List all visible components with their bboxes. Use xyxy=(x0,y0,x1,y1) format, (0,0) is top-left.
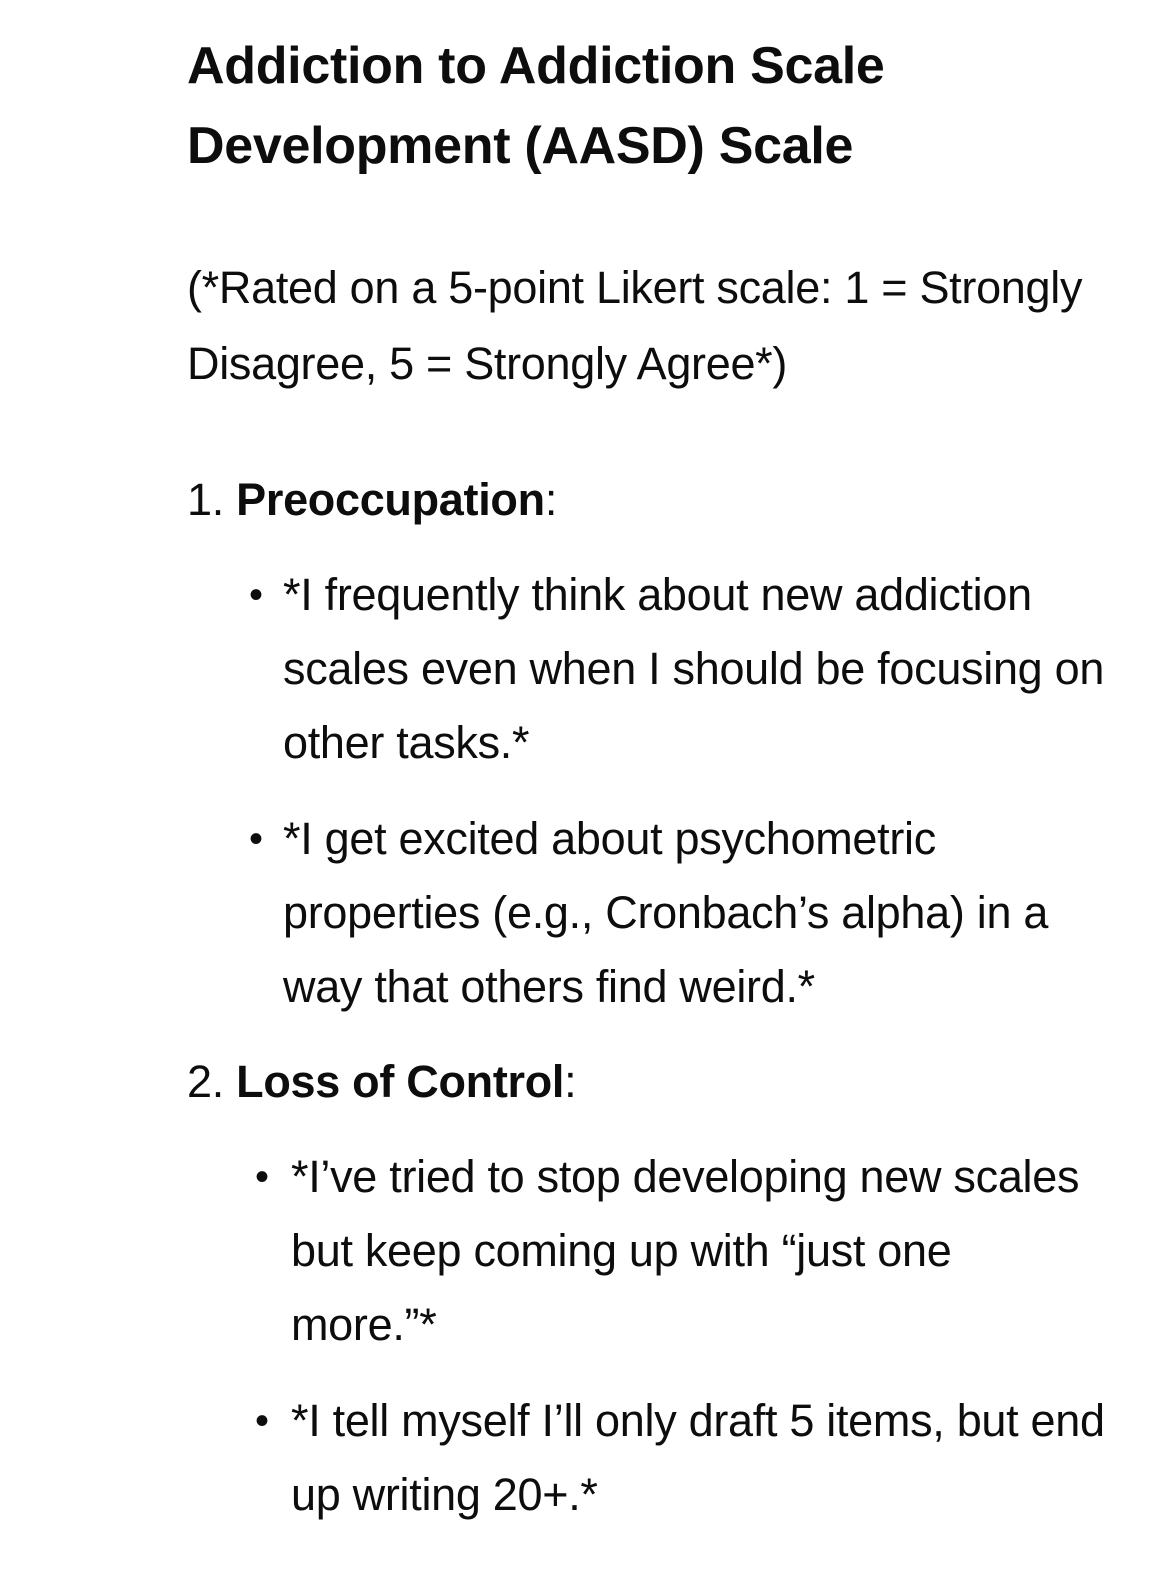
bullet-icon: • xyxy=(255,1399,269,1443)
list-item xyxy=(187,1384,1107,1532)
section-number: 2. xyxy=(187,1056,224,1107)
section-heading xyxy=(187,1044,1107,1120)
rating-instructions: (*Rated on a 5-point Likert scale: 1 = Strongly Disagree, 5 = Strongly Agree*) xyxy=(187,262,1083,389)
bullet-icon: • xyxy=(249,817,263,861)
section-colon: : xyxy=(564,1056,577,1107)
section-preoccupation xyxy=(187,462,1107,1024)
message-content xyxy=(187,26,1107,1532)
bullet-icon: • xyxy=(255,1155,269,1199)
document-title: Addiction to Addiction Scale Development (AASD) Scale xyxy=(187,37,885,175)
item-text: *I tell myself I’ll only draft 5 items, but end up writing 20+.* xyxy=(291,1395,1105,1520)
item-list xyxy=(187,558,1107,1024)
item-text: *I frequently think about new addiction scales even when I should be focusing on other tasks.* xyxy=(283,569,1105,768)
list-item xyxy=(187,802,1107,1024)
section-loss-of-control xyxy=(187,1044,1107,1532)
item-text: *I’ve tried to stop developing new scales but keep coming up with “just one more.”* xyxy=(291,1151,1080,1350)
list-item xyxy=(187,558,1107,780)
list-item xyxy=(187,1140,1107,1362)
section-label: Loss of Control xyxy=(236,1056,565,1107)
section-heading xyxy=(187,462,1107,538)
bullet-icon: • xyxy=(249,573,263,617)
section-number: 1. xyxy=(187,474,224,525)
item-list xyxy=(187,1140,1107,1532)
section-label: Preoccupation xyxy=(236,474,545,525)
section-colon: : xyxy=(544,474,558,525)
item-text: *I get excited about psychometric properties (e.g., Cronbach’s alpha) in a way that others find weird.* xyxy=(283,813,1049,1012)
